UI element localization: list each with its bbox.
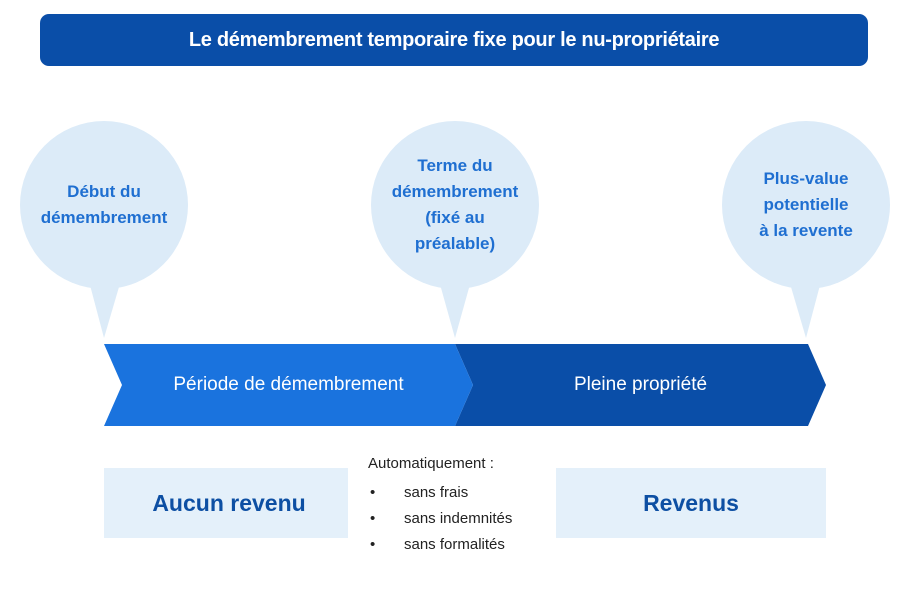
bubble-capital-gain-line: Plus-value: [763, 169, 849, 188]
dismemberment-period-label: Période de démembrement: [173, 374, 404, 395]
no-income-label: Aucun revenu: [152, 489, 306, 516]
bubble-start-line: démembrement: [40, 208, 168, 227]
bullet-icon: •: [370, 484, 376, 501]
list-item-text: sans formalités: [404, 536, 505, 553]
list-item: [368, 532, 512, 558]
automatic-list: [368, 480, 512, 558]
list-item-text: sans indemnités: [404, 510, 513, 527]
bubble-capital-gain-line: à la revente: [759, 221, 853, 240]
bullet-icon: •: [370, 536, 376, 553]
bubble-capital-gain-line: potentielle: [763, 195, 849, 214]
list-item-text: sans frais: [404, 484, 469, 501]
bubble-term-line: Terme du: [417, 156, 493, 175]
automatic-header: Automatiquement :: [368, 455, 494, 472]
bullet-icon: •: [370, 510, 376, 527]
bubble-start-line: Début du: [67, 182, 141, 201]
income-label: Revenus: [643, 489, 739, 516]
automatic-conditions: [358, 450, 548, 560]
diagram-title: Le démembrement temporaire fixe pour le nu-propriétaire: [40, 14, 868, 66]
full-ownership-label: Pleine propriété: [573, 374, 708, 395]
bubble-start-text: [24, 150, 184, 260]
bubble-term-text: [375, 146, 535, 264]
bubble-term-line: (fixé au: [425, 208, 485, 227]
bubble-term-line: préalable): [414, 234, 496, 253]
list-item: [368, 506, 512, 532]
list-item: [368, 480, 512, 506]
bubble-capital-gain-text: [726, 150, 886, 260]
bubble-term-line: démembrement: [391, 182, 519, 201]
